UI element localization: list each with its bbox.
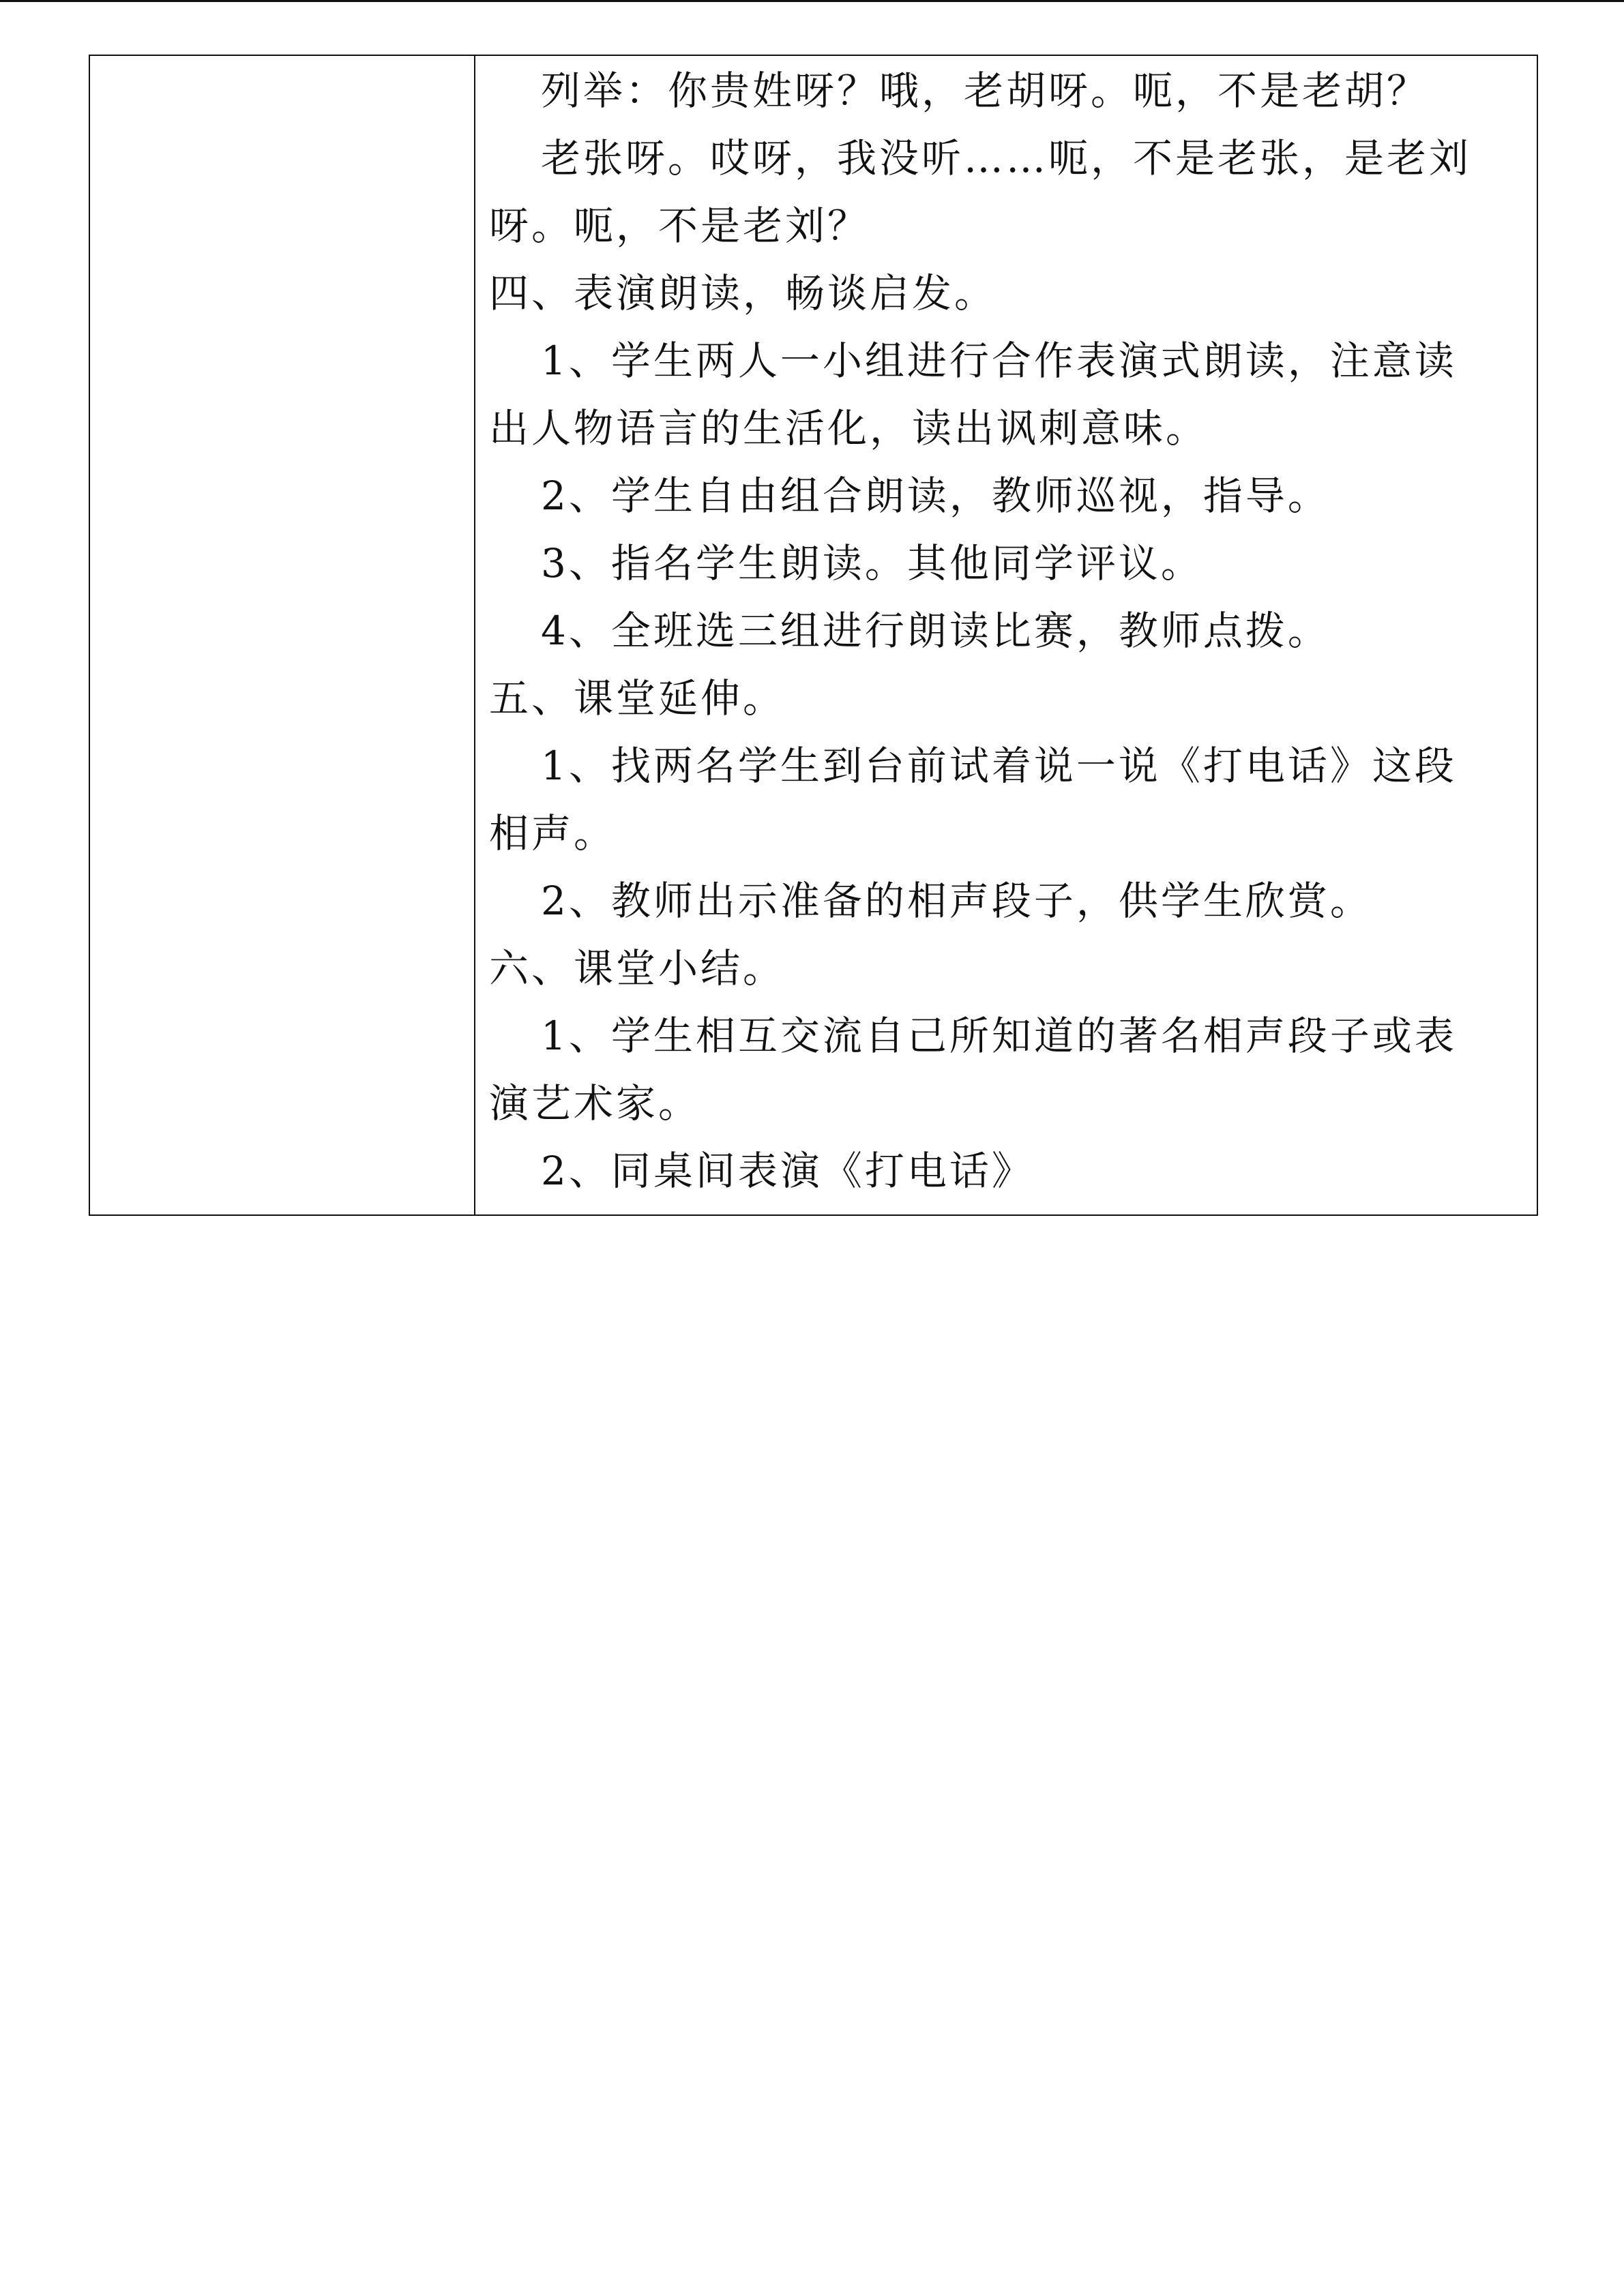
dialogue-line: 列举：你贵姓呀？哦，老胡呀。呃，不是老胡？ [541,68,1430,114]
section-heading: 六、课堂小结。 [489,945,786,992]
section-heading: 五、课堂延伸。 [489,675,786,721]
list-item-continuation: 相声。 [489,810,617,856]
list-item: 2、同桌间表演《打电话》 [541,1148,1034,1194]
list-item: 1、学生两人一小组进行合作表演式朗读，注意读 [541,338,1457,384]
list-item: 3、指名学生朗读。其他同学评议。 [541,540,1203,586]
section-heading: 四、表演朗读，畅谈启发。 [489,270,997,316]
page-top-rule [0,0,1624,2]
lesson-steps-cell [475,55,1537,1215]
dialogue-line: 呀。呃，不是老刘？ [489,203,870,249]
table-row [89,55,1537,1215]
list-item-continuation: 演艺术家。 [489,1080,701,1127]
lesson-plan-table [89,55,1538,1216]
list-item: 2、教师出示准备的相声段子，供学生欣赏。 [541,878,1372,924]
list-item: 1、找两名学生到台前试着说一说《打电话》这段 [541,743,1457,789]
list-item-continuation: 出人物语言的生活化，读出讽刺意味。 [489,405,1209,451]
left-column-cell [89,55,475,1215]
dialogue-line: 老张呀。哎呀，我没听……呃，不是老张，是老刘 [541,135,1472,181]
list-item: 2、学生自由组合朗读，教师巡视，指导。 [541,473,1330,519]
list-item: 1、学生相互交流自己所知道的著名相声段子或表 [541,1013,1457,1059]
list-item: 4、全班选三组进行朗读比赛，教师点拨。 [541,608,1330,654]
